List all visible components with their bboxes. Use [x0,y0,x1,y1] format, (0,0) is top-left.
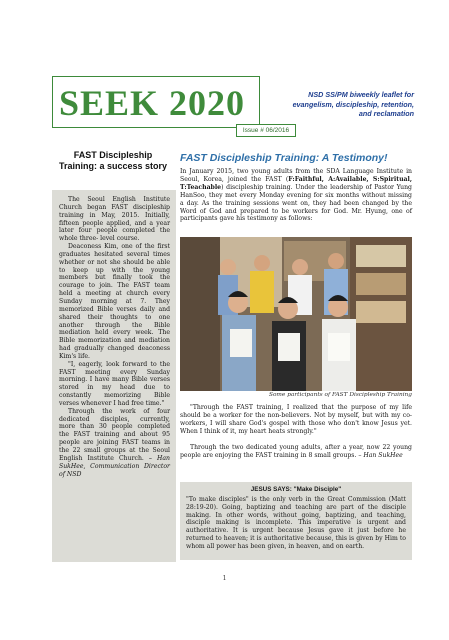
sidebar-paragraph: Deaconess Kim, one of the first graduates hesitated several times whether or not she should be able to keep up with the young members but finally took the courage to join. The FAST team held a meeting at church every Sunday morning at 7. They memorized Bible verses daily and shared their thoughts to one another through the Bible mediation held every week. The Bible memorization and mediation had gradually changed deaconess Kim's life. [59,243,170,360]
masthead-title: SEEK 2020 [59,83,246,123]
article-title: FAST Discipleship Training: A Testimony! [180,152,388,164]
article-intro: In January 2015, two young adults from the SDA Language Institute in Seoul, Korea, joined the FAST (F:Faithful, A:Available, S:Spiritual, T:Teachable) discipleship training. Under the leadership of Pastor Yung HanSoo, they met every Monday evening for six months without missing a day. As the training sessions went on, they had been changed by the Word of God and prepared to be workers for God. Mr. Hyung, one of participants gave his testimony as follows: [180,168,412,223]
sidebar-story [52,190,176,562]
fast-acronym: F:Faithful, A:Available, S:Spiritual, T:Teachable [180,175,412,191]
jesus-says-box [180,482,412,560]
sidebar-paragraph: The Seoul English Institute Church began FAST discipleship training in May, 2015. Initially, fifteen people applied, and a year later four people completed the whole three- level course. [59,196,170,243]
sidebar-signature: – Han SukHee, Communication Director of NSD [59,454,171,478]
sidebar-paragraph: "I, eagerly, look forward to the FAST meeting every Sunday morning. I have many Bible verses stored in my head due to constantly memorizing Bible verses whenever I had free time." [59,360,170,407]
tagline: NSD SS/PM biweekly leaflet for evangelism, discipleship, retention, and reclamation [292,90,414,118]
photo-caption: Some participants of FAST Discipleship Training [268,392,412,398]
jesus-says-text: "To make disciples" is the only verb in the Great Commission (Matt 28:19-20). Going, baptizing and teaching are part of the disciple making. In other words, without going, baptizing, and teaching, disciple making is incomplete. This imperative is urgent and authoritative. It is urgent because Jesus gave it just before he returned to heaven; it is authoritative because, this is given by Him to whom all power has been given, in heaven, and on earth. [186,496,406,550]
group-photo [180,237,412,391]
group-photo-image [180,237,412,391]
testimony-quote: "Through the FAST training, I realized that the purpose of my life should be a worker for the non-believers. Not by myself, but with my co-workers, I will share God's gospel with those who don't know Jesus yet. When I think of it, my heart heats strongly." [180,404,412,435]
issue-number: Issue # 06/2016 [236,124,296,137]
masthead-box [52,76,260,128]
sidebar-paragraph: Through the work of four dedicated disciples, currently, more than 30 people completed the FAST training and about 95 people are joining FAST teams in the 22 small groups at the Seoul English Institute Church. – Han SukHee, Communication Director of NSD [59,407,171,478]
sidebar-title: FAST Discipleship Training: a success story [58,150,168,171]
article-closing: Through the two dedicated young adults, after a year, now 22 young people are enjoying the FAST training in 8 small groups. – Han SukHee [180,444,412,459]
article-signature: Han SukHee [363,451,403,459]
page-number: 1 [222,575,227,582]
jesus-says-title: JESUS SAYS: "Make Disciple" [250,486,342,493]
